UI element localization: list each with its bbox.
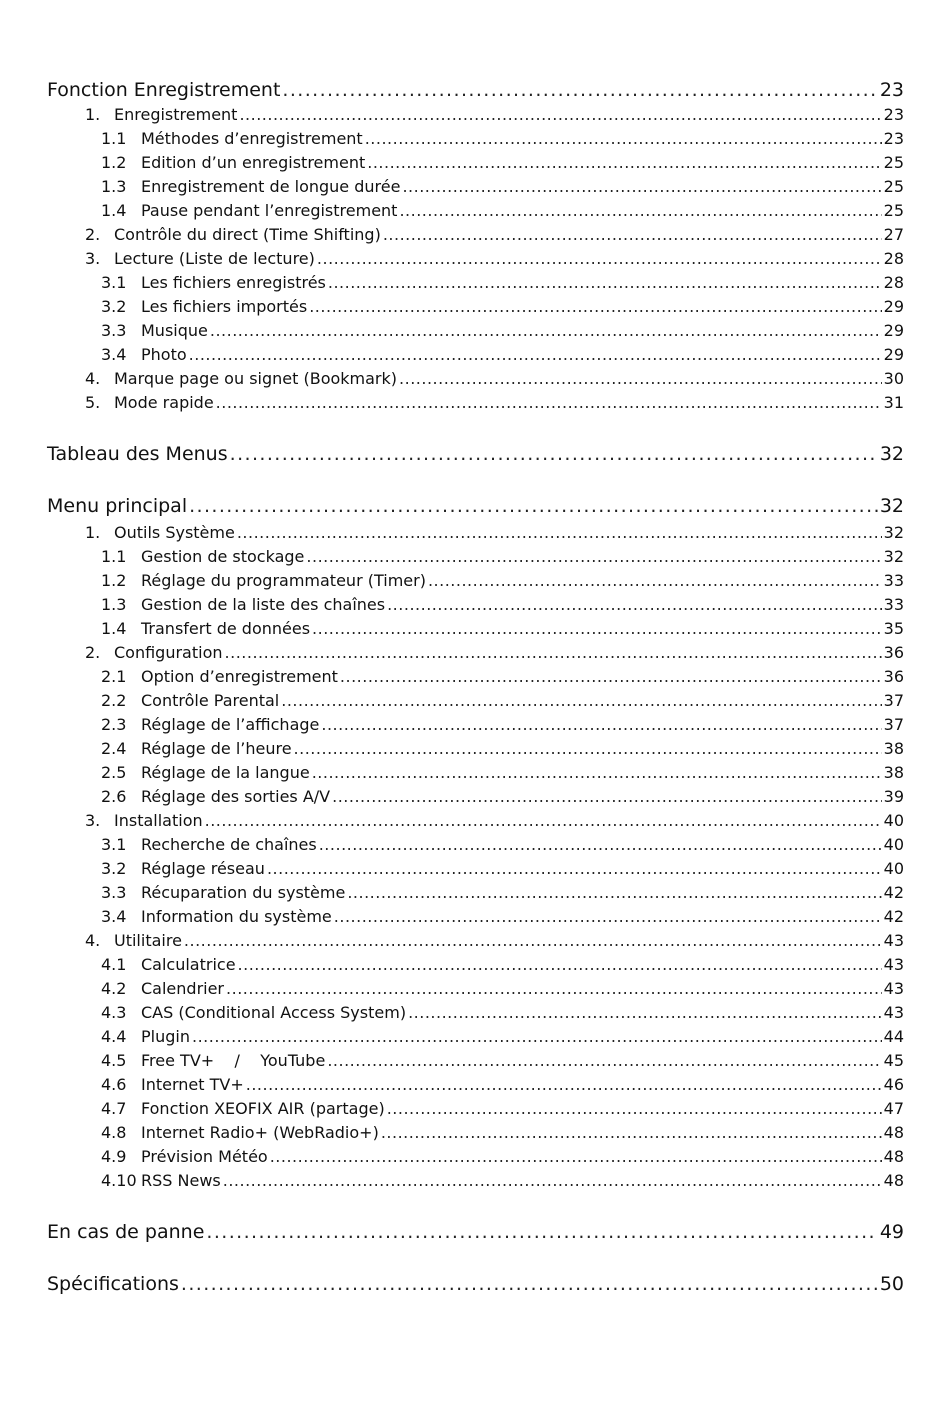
toc-entry-text: RSS News — [141, 1171, 221, 1190]
toc-page-number: 49 — [879, 1221, 904, 1243]
toc-entry-text: Enregistrement — [114, 105, 238, 124]
toc-page-number: 35 — [883, 619, 904, 638]
toc-entry — [101, 153, 904, 175]
toc-page-number: 31 — [883, 393, 904, 412]
toc-entry-number: 3. — [85, 811, 101, 830]
dot-leader — [387, 595, 882, 614]
toc-entry-number: 3.4 — [101, 345, 127, 364]
toc-entry — [85, 811, 904, 833]
toc-entry — [85, 369, 904, 391]
toc-entry-text: Marque page ou signet (Bookmark) — [114, 369, 398, 388]
toc-entry-title — [85, 643, 223, 662]
dot-leader — [223, 1171, 882, 1190]
dot-leader — [312, 619, 882, 638]
toc-entry-text: Outils Système — [114, 523, 235, 542]
toc-section-entry — [47, 495, 904, 519]
toc-entry-text: Méthodes d’enregistrement — [141, 129, 363, 148]
toc-entry — [101, 297, 904, 319]
toc-entry-text: Spécifications — [47, 1273, 179, 1295]
dot-leader — [340, 667, 882, 686]
toc-entry — [101, 571, 904, 593]
dot-leader — [381, 1123, 882, 1142]
toc-entry-number: 2.1 — [101, 667, 127, 686]
dot-leader — [328, 273, 882, 292]
toc-entry-text: Pause pendant l’enregistrement — [141, 201, 398, 220]
toc-section-entry — [47, 443, 904, 467]
toc-entry-title — [47, 1273, 179, 1295]
toc-entry-title — [85, 369, 397, 388]
toc-entry — [101, 667, 904, 689]
toc-entry — [101, 547, 904, 569]
toc-entry — [101, 1123, 904, 1145]
toc-page-number: 29 — [883, 297, 904, 316]
dot-leader — [306, 547, 881, 566]
toc-entry — [101, 979, 904, 1001]
toc-entry-title — [101, 321, 208, 340]
toc-entry-number: 4.7 — [101, 1099, 127, 1118]
toc-entry-text: En cas de panne — [47, 1221, 205, 1243]
toc-entry-number: 3.4 — [101, 907, 127, 926]
toc-page-number: 45 — [883, 1051, 904, 1070]
toc-entry-number: 4.1 — [101, 955, 127, 974]
toc-entry-text: Les fichiers importés — [141, 297, 308, 316]
toc-page-number: 37 — [883, 715, 904, 734]
toc-entry-title — [101, 739, 292, 758]
toc-entry-title — [101, 691, 279, 710]
toc-entry-title — [85, 105, 237, 124]
toc-page-number: 32 — [879, 443, 904, 465]
toc-entry-text: Mode rapide — [114, 393, 214, 412]
toc-entry-title — [85, 225, 381, 244]
toc-page-number: 25 — [883, 177, 904, 196]
toc-entry — [101, 907, 904, 929]
dot-leader — [192, 1027, 882, 1046]
toc-entry-number: 1. — [85, 523, 101, 542]
dot-leader — [327, 1051, 881, 1070]
dot-leader — [210, 321, 882, 340]
toc-page-number: 32 — [879, 495, 904, 517]
toc-entry — [101, 787, 904, 809]
toc-page-number: 40 — [883, 811, 904, 830]
toc-entry-number: 1.3 — [101, 595, 127, 614]
toc-entry-title — [85, 393, 214, 412]
dot-leader — [321, 715, 881, 734]
toc-entry-title — [85, 249, 315, 268]
dot-leader — [225, 643, 882, 662]
toc-entry-text: CAS (Conditional Access System) — [141, 1003, 407, 1022]
dot-leader — [332, 787, 882, 806]
dot-leader — [270, 1147, 882, 1166]
toc-entry-title — [101, 955, 236, 974]
toc-entry-title — [101, 1147, 268, 1166]
toc-entry-text: Réglage réseau — [141, 859, 265, 878]
toc-page-number: 25 — [883, 153, 904, 172]
toc-entry-number: 4.10 — [101, 1171, 137, 1190]
toc-entry-text: Réglage de l’heure — [141, 739, 292, 758]
toc-entry-number: 2.2 — [101, 691, 127, 710]
toc-entry — [101, 129, 904, 151]
dot-leader — [237, 523, 882, 542]
toc-page-number: 32 — [883, 523, 904, 542]
toc-entry-text: Internet Radio+ (WebRadio+) — [141, 1123, 379, 1142]
toc-entry-title — [85, 811, 203, 830]
toc-page-number: 30 — [883, 369, 904, 388]
toc-page-number: 33 — [883, 571, 904, 590]
toc-page-number: 38 — [883, 739, 904, 758]
toc-entry-title — [101, 619, 310, 638]
toc-page-number: 28 — [883, 249, 904, 268]
toc-entry-number: 2. — [85, 225, 101, 244]
dot-leader — [230, 443, 878, 465]
dot-leader — [387, 1099, 882, 1118]
toc-entry-title — [101, 787, 330, 806]
toc-entry-title — [101, 1123, 379, 1142]
toc-entry-text: Fonction XEOFIX AIR (partage) — [141, 1099, 385, 1118]
toc-entry-title — [101, 667, 338, 686]
toc-entry-text: Contrôle du direct (Time Shifting) — [114, 225, 381, 244]
toc-entry-number: 4. — [85, 369, 101, 388]
toc-entry-text: Photo — [141, 345, 187, 364]
toc-entry-text: Calculatrice — [141, 955, 236, 974]
toc-entry-title — [101, 835, 317, 854]
dot-leader — [238, 955, 882, 974]
toc-entry-text: Fonction Enregistrement — [47, 79, 281, 101]
toc-entry-text: Menu principal — [47, 495, 188, 517]
dot-leader — [184, 931, 882, 950]
toc-entry-text: Gestion de stockage — [141, 547, 305, 566]
toc-entry — [85, 225, 904, 247]
toc-entry-number: 1.4 — [101, 201, 127, 220]
toc-page-number: 43 — [883, 979, 904, 998]
toc-entry-number: 2.4 — [101, 739, 127, 758]
dot-leader — [312, 763, 882, 782]
toc-entry — [101, 691, 904, 713]
toc-entry-number: 3.2 — [101, 859, 127, 878]
toc-entry — [101, 883, 904, 905]
toc-entry — [101, 619, 904, 641]
toc-entry-number: 4.4 — [101, 1027, 127, 1046]
toc-entry-number: 3.1 — [101, 273, 127, 292]
toc-entry-title — [101, 763, 310, 782]
toc-entry-text: Option d’enregistrement — [141, 667, 338, 686]
toc-entry-title — [47, 443, 228, 465]
toc-entry-title — [85, 523, 235, 542]
toc-entry — [101, 859, 904, 881]
toc-entry — [101, 273, 904, 295]
dot-leader — [267, 859, 882, 878]
toc-entry-number: 1.2 — [101, 153, 127, 172]
toc-entry-text: Réglage des sorties A/V — [141, 787, 331, 806]
toc-entry — [85, 643, 904, 665]
dot-leader — [216, 393, 882, 412]
toc-page-number: 29 — [883, 321, 904, 340]
toc-entry-number: 3.3 — [101, 883, 127, 902]
toc-entry-number: 4.5 — [101, 1051, 127, 1070]
toc-entry-number: 1. — [85, 105, 101, 124]
toc-entry-text: Configuration — [114, 643, 223, 662]
toc-page-number: 37 — [883, 691, 904, 710]
toc-entry-text: Musique — [141, 321, 208, 340]
toc-entry — [101, 177, 904, 199]
toc-section-entry — [47, 79, 904, 103]
toc-page-number: 27 — [883, 225, 904, 244]
toc-entry-text: Prévision Météo — [141, 1147, 268, 1166]
toc-entry-title — [101, 1075, 244, 1094]
toc-entry-number: 4.2 — [101, 979, 127, 998]
toc-page-number: 50 — [879, 1273, 904, 1295]
dot-leader — [189, 495, 878, 517]
toc-entry-number: 1.1 — [101, 547, 127, 566]
toc-entry-number: 1.1 — [101, 129, 127, 148]
toc-entry — [101, 1075, 904, 1097]
toc-entry-text: Utilitaire — [114, 931, 182, 950]
toc-entry-text: Enregistrement de longue durée — [141, 177, 401, 196]
toc-entry-title — [101, 571, 426, 590]
toc-entry — [101, 345, 904, 367]
toc-entry — [85, 523, 904, 545]
toc-entry-title — [101, 345, 187, 364]
toc-entry-text: Gestion de la liste des chaînes — [141, 595, 386, 614]
dot-leader — [408, 1003, 882, 1022]
dot-leader — [367, 153, 881, 172]
toc-entry-number: 4.8 — [101, 1123, 127, 1142]
toc-entry-title — [101, 273, 326, 292]
toc-entry-number: 1.3 — [101, 177, 127, 196]
toc-entry — [101, 321, 904, 343]
dot-leader — [189, 345, 882, 364]
toc-entry — [101, 1027, 904, 1049]
toc-entry-number: 4.6 — [101, 1075, 127, 1094]
toc-entry-text: Calendrier — [141, 979, 225, 998]
toc-entry-title — [101, 1003, 406, 1022]
toc-entry-text: Lecture (Liste de lecture) — [114, 249, 315, 268]
toc-entry-title — [101, 859, 265, 878]
toc-entry — [101, 1171, 904, 1193]
toc-entry-text: Récuparation du système — [141, 883, 346, 902]
toc-page-number: 42 — [883, 883, 904, 902]
toc-entry — [85, 249, 904, 271]
toc-entry-number: 4.9 — [101, 1147, 127, 1166]
toc-entry — [101, 595, 904, 617]
dot-leader — [282, 79, 877, 101]
toc-entry — [101, 739, 904, 761]
toc-page-number: 36 — [883, 667, 904, 686]
toc-page-number: 47 — [883, 1099, 904, 1118]
dot-leader — [205, 811, 882, 830]
toc-entry-title — [101, 595, 385, 614]
toc-page-number: 42 — [883, 907, 904, 926]
dot-leader — [347, 883, 881, 902]
toc-entry-number: 5. — [85, 393, 101, 412]
toc-page-number: 28 — [883, 273, 904, 292]
toc-entry-text: Internet TV+ — [141, 1075, 244, 1094]
toc-page-number: 33 — [883, 595, 904, 614]
dot-leader — [181, 1273, 878, 1295]
toc-page-number: 36 — [883, 643, 904, 662]
toc-entry — [101, 1147, 904, 1169]
toc-page-number: 32 — [883, 547, 904, 566]
toc-entry — [101, 201, 904, 223]
dot-leader — [309, 297, 881, 316]
toc-entry-title — [101, 907, 332, 926]
dot-leader — [226, 979, 882, 998]
toc-entry-title — [101, 883, 345, 902]
toc-entry — [101, 835, 904, 857]
toc-entry-number: 2. — [85, 643, 101, 662]
toc-entry-title — [101, 547, 304, 566]
dot-leader — [239, 105, 881, 124]
toc-page-number: 40 — [883, 859, 904, 878]
toc-entry — [85, 931, 904, 953]
toc-entry-title — [47, 79, 280, 101]
toc-entry-number: 4. — [85, 931, 101, 950]
toc-entry-number: 4.3 — [101, 1003, 127, 1022]
toc-entry-number: 2.3 — [101, 715, 127, 734]
toc-section-entry — [47, 1273, 904, 1297]
toc-entry-number: 3.3 — [101, 321, 127, 340]
toc-entry-text: Transfert de données — [141, 619, 311, 638]
toc-page-number: 29 — [883, 345, 904, 364]
dot-leader — [317, 249, 882, 268]
toc-page-number: 23 — [883, 129, 904, 148]
dot-leader — [428, 571, 882, 590]
toc-entry-text: Réglage de l’affichage — [141, 715, 320, 734]
toc-entry-text: Recherche de chaînes — [141, 835, 317, 854]
toc-entry-number: 3.1 — [101, 835, 127, 854]
dot-leader — [399, 369, 882, 388]
toc-entry-text: Contrôle Parental — [141, 691, 280, 710]
toc-page-number: 23 — [883, 105, 904, 124]
toc-entry-title — [47, 1221, 204, 1243]
toc-page-number: 43 — [883, 931, 904, 950]
dot-leader — [334, 907, 882, 926]
toc-entry — [101, 763, 904, 785]
toc-entry-title — [101, 1027, 190, 1046]
toc-page-number: 38 — [883, 763, 904, 782]
toc-page-number: 48 — [883, 1147, 904, 1166]
toc-entry-text: Réglage du programmateur (Timer) — [141, 571, 426, 590]
toc-entry-number: 1.4 — [101, 619, 127, 638]
toc-entry-number: 2.5 — [101, 763, 127, 782]
toc-page-number: 44 — [883, 1027, 904, 1046]
toc-entry-title — [101, 129, 363, 148]
toc-entry — [101, 1099, 904, 1121]
toc-entry-title — [101, 715, 319, 734]
toc-entry-title — [101, 177, 400, 196]
toc-page-number: 43 — [883, 955, 904, 974]
toc-section-entry — [47, 1221, 904, 1245]
toc-entry-title — [101, 979, 224, 998]
dot-leader — [399, 201, 881, 220]
dot-leader — [246, 1075, 882, 1094]
toc-entry-text: Les fichiers enregistrés — [141, 273, 326, 292]
toc-entry-number: 3. — [85, 249, 101, 268]
toc-entry — [85, 105, 904, 127]
toc-entry-title — [101, 1171, 221, 1190]
toc-entry-text: Installation — [114, 811, 203, 830]
dot-leader — [294, 739, 882, 758]
dot-leader — [402, 177, 881, 196]
toc-entry-title — [101, 201, 397, 220]
toc-entry — [101, 955, 904, 977]
dot-leader — [383, 225, 882, 244]
toc-entry — [101, 1051, 904, 1073]
toc-entry-number: 2.6 — [101, 787, 127, 806]
toc-entry — [101, 715, 904, 737]
toc-entry-title — [101, 153, 365, 172]
dot-leader — [319, 835, 882, 854]
toc-page-number: 43 — [883, 1003, 904, 1022]
toc-page-number: 23 — [879, 79, 904, 101]
toc-entry-text: Information du système — [141, 907, 332, 926]
toc-entry-title — [101, 1051, 325, 1070]
toc-page-number: 39 — [883, 787, 904, 806]
toc-entry-title — [47, 495, 187, 517]
toc-entry-text: Réglage de la langue — [141, 763, 310, 782]
toc-entry-number: 1.2 — [101, 571, 127, 590]
toc-page-number: 40 — [883, 835, 904, 854]
toc-entry-title — [101, 297, 307, 316]
toc-entry — [101, 1003, 904, 1025]
toc-page-number: 25 — [883, 201, 904, 220]
toc-entry-text: Edition d’un enregistrement — [141, 153, 366, 172]
toc-entry — [85, 393, 904, 415]
toc-page-number: 48 — [883, 1171, 904, 1190]
toc-entry-number: 3.2 — [101, 297, 127, 316]
dot-leader — [365, 129, 882, 148]
toc-entry-text: Free TV+ / YouTube — [141, 1051, 326, 1070]
toc-entry-text: Tableau des Menus — [47, 443, 228, 465]
toc-page-number: 46 — [883, 1075, 904, 1094]
toc-entry-title — [101, 1099, 385, 1118]
toc-entry-text: Plugin — [141, 1027, 190, 1046]
toc-entry-title — [85, 931, 182, 950]
dot-leader — [206, 1221, 877, 1243]
dot-leader — [281, 691, 881, 710]
toc-page-number: 48 — [883, 1123, 904, 1142]
